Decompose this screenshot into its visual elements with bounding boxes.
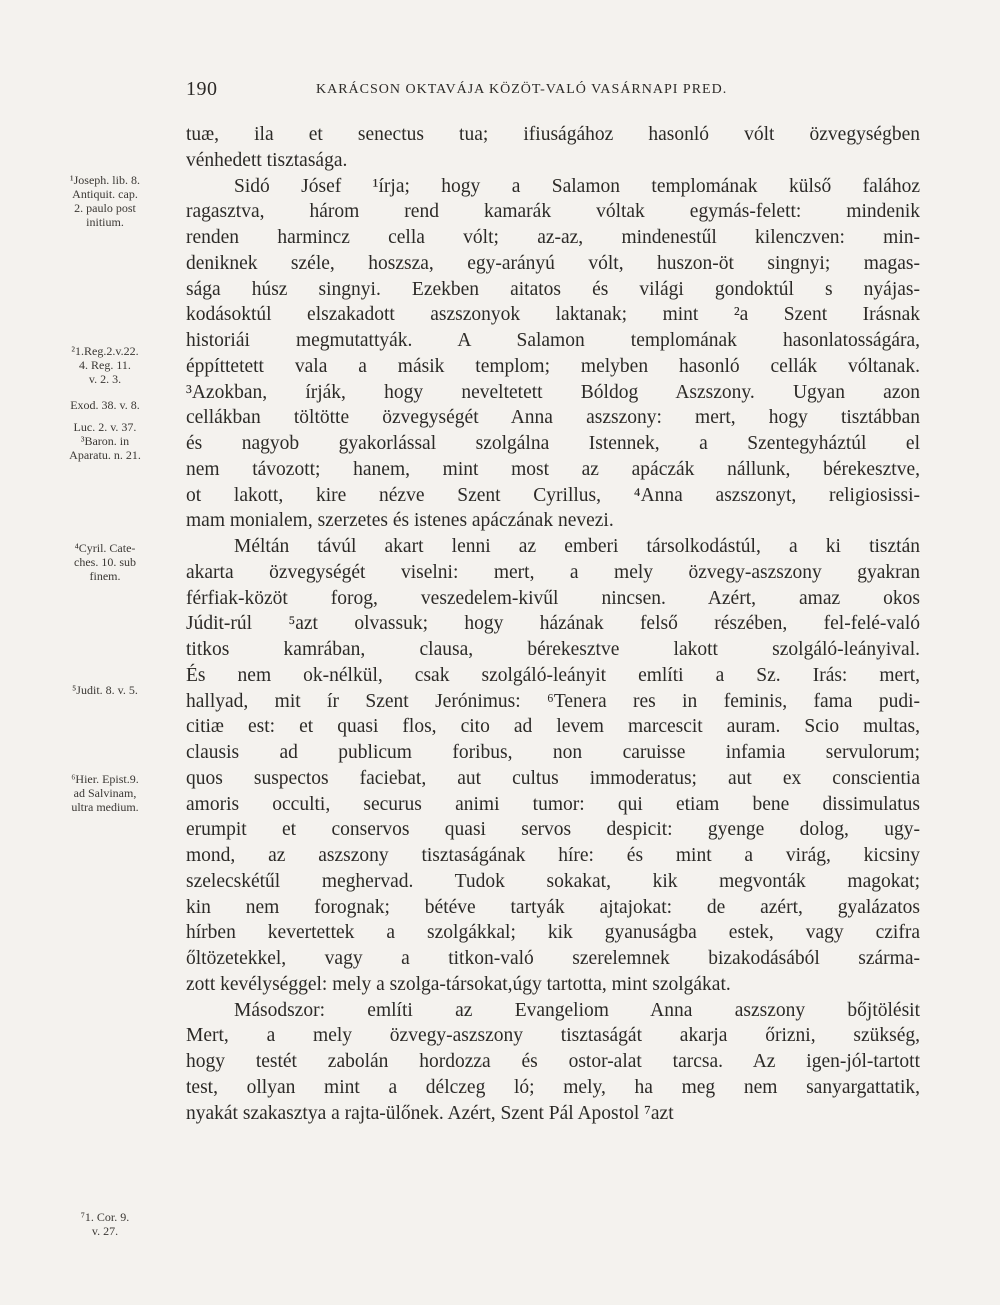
body-text (186, 122, 920, 1126)
page-header (186, 78, 946, 104)
text-line: amoris occulti, securus animi tumor: qui etiam bene dissimulatus (186, 793, 920, 815)
margin-note-line: ches. 10. sub (74, 555, 136, 569)
text-line: éppíttetett vala a másik templom; melyben hasonló cellák vóltanak. (186, 355, 920, 377)
text-line: Sidó Jósef ¹írja; hogy a Salamon templomának külső falához (234, 175, 920, 197)
text-line: erumpit et conservos quasi servos despicit: gyenge dolog, ugy- (186, 819, 920, 841)
margin-note (30, 1210, 180, 1238)
text-line: vénhedett tisztasága. (186, 149, 348, 171)
margin-note-line: ⁶Hier. Epist.9. (71, 772, 139, 786)
text-line: renden harmincz cella vólt; az-az, mindenestűl kilenczven: min- (186, 227, 920, 248)
margin-note-line: Antiquit. cap. (72, 187, 138, 201)
text-line: zott kevélységgel: mely a szolga-társokat,úgy tartotta, mint szolgákat. (186, 973, 731, 995)
text-line: cellákban töltötte özvegységét Anna aszszony: mert, hogy tisztábban (186, 407, 920, 429)
margin-note-line: ad Salvinam, (73, 786, 137, 800)
text-line: clausis ad publicum foribus, non caruisse infamia servulorum; (186, 742, 920, 763)
margin-note-line: Exod. 38. v. 8. (70, 398, 140, 412)
text-line: Méltán távúl akart lenni az emberi társolkodástúl, a ki tisztán (234, 536, 920, 557)
margin-note-line: ³Baron. in (80, 434, 130, 448)
margin-note (30, 344, 180, 386)
text-line: Mert, a mely özvegy-aszszony tisztaságát akarja őrizni, szükség, (186, 1025, 920, 1047)
margin-note-line: initium. (86, 215, 124, 229)
text-line: test, ollyan mint a délczeg ló; mely, ha meg nem sanyargattatik, (186, 1076, 920, 1098)
text-line: quos suspectos faciebat, aut cultus immoderatus; aut ex conscientia (186, 767, 920, 789)
text-line: titkos kamrában, clausa, bérekesztve lakott szolgáló-leányival. (186, 639, 920, 660)
margin-note (30, 541, 180, 583)
text-line: mond, az aszszony tisztaságának híre: és mint a virág, kicsiny (186, 845, 920, 866)
margin-note-line: 4. Reg. 11. (79, 358, 131, 372)
text-line: deniknek széle, hoszsza, egy-arányú vólt, huszon-öt singnyi; magas- (186, 252, 920, 274)
margin-note-line: 2. paulo post (74, 201, 136, 215)
text-line: hogy testét zabolán hordozza és ostor-alat tarcsa. Az igen-jól-tartott (186, 1051, 920, 1072)
text-line: őltözetekkel, vagy a titkon-való szerelemnek bizakodásából szárma- (186, 948, 920, 969)
margin-note-line: ⁵Judit. 8. v. 5. (72, 683, 138, 697)
margin-note-line: ²1.Reg.2.v.22. (71, 344, 139, 358)
margin-note-line: ⁷1. Cor. 9. (80, 1210, 130, 1224)
margin-note-line: ultra medium. (71, 800, 139, 814)
text-line: szelecskétűl meghervad. Tudok sokakat, kik megvonták magokat; (186, 870, 920, 892)
margin-note-line: ⁴Cyril. Cate- (74, 541, 136, 555)
margin-note-line: ¹Joseph. lib. 8. (70, 173, 140, 187)
text-line: tuæ, ila et senectus tua; ifiuságához hasonló vólt özvegységben (186, 124, 920, 145)
text-line: kodásoktúl elszakadott aszszonyok laktanak; mint ²a Szent Irásnak (186, 304, 920, 326)
margin-note (30, 398, 180, 412)
text-line: ragasztva, három rend kamarák vóltak egymás-felett: mindenik (186, 201, 920, 223)
text-line: hírben kevertettek a szolgákkal; kik gyanuságba estek, vagy czifra (186, 922, 920, 944)
margin-note (30, 772, 180, 814)
text-line: citiæ est: et quasi flos, cito ad levem marcescit auram. Scio multas, (186, 716, 920, 738)
text-line: akarta özvegységét viselni: mert, a mely özvegy-aszszony gyakran (186, 561, 920, 583)
margin-note-line: finem. (89, 569, 121, 583)
text-line: mam monialem, szerzetes és istenes apáczának nevezi. (186, 510, 614, 532)
text-line: nem távozott; hanem, mint most az apáczák nállunk, bérekesztve, (186, 458, 920, 480)
text-line: sága húsz singnyi. Ezekben aitatos és világi gondoktúl s nyájas- (186, 278, 920, 300)
margin-note-line: v. 27. (91, 1224, 119, 1238)
text-line: ot lakott, kire nézve Szent Cyrillus, ⁴Anna aszszonyt, religiosissi- (186, 484, 920, 506)
text-line: kin nem forognak; bétéve tartyák ajtajokat: de azért, gyalázatos (186, 896, 920, 918)
margin-note-line: v. 2. 3. (88, 372, 122, 386)
page-number: 190 (186, 78, 218, 100)
text-line: historiái megmutattyák. A Salamon templomának hasonlatosságára, (186, 330, 920, 351)
text-line: nyakát szakasztya a rajta-ülőnek. Azért, Szent Pál Apostol ⁷azt (186, 1102, 674, 1124)
margin-note (30, 173, 180, 229)
margin-note-line: Aparatu. n. 21. (69, 448, 141, 462)
text-line: ³Azokban, írják, hogy neveltetett Bóldog Aszszony. Ugyan azon (186, 381, 920, 403)
text-line: És nem ok-nélkül, csak szolgáló-leányit említi a Sz. Irás: mert, (186, 664, 920, 686)
margin-note (30, 683, 180, 697)
text-line: Másodszor: említi az Evangeliom Anna aszszony bőjtölésit (234, 999, 920, 1021)
text-line: hallyad, mit ír Szent Jerónimus: ⁶Tenera res in feminis, fama pudi- (186, 690, 920, 712)
text-line: és nagyob gyakorlással szolgálna Istennek, a Szentegyháztúl el (186, 433, 920, 454)
running-head: KARÁCSON OKTAVÁJA KÖZÖT-VALÓ VASÁRNAPI PRED. (316, 82, 728, 97)
text-line: férfiak-közöt forog, veszedelem-kivűl nincsen. Azért, amaz okos (186, 587, 920, 609)
margin-note (30, 420, 180, 462)
margin-note-line: Luc. 2. v. 37. (73, 420, 137, 434)
text-line: Júdit-rúl ⁵azt olvassuk; hogy házának felső részében, fel-felé-való (186, 613, 920, 635)
